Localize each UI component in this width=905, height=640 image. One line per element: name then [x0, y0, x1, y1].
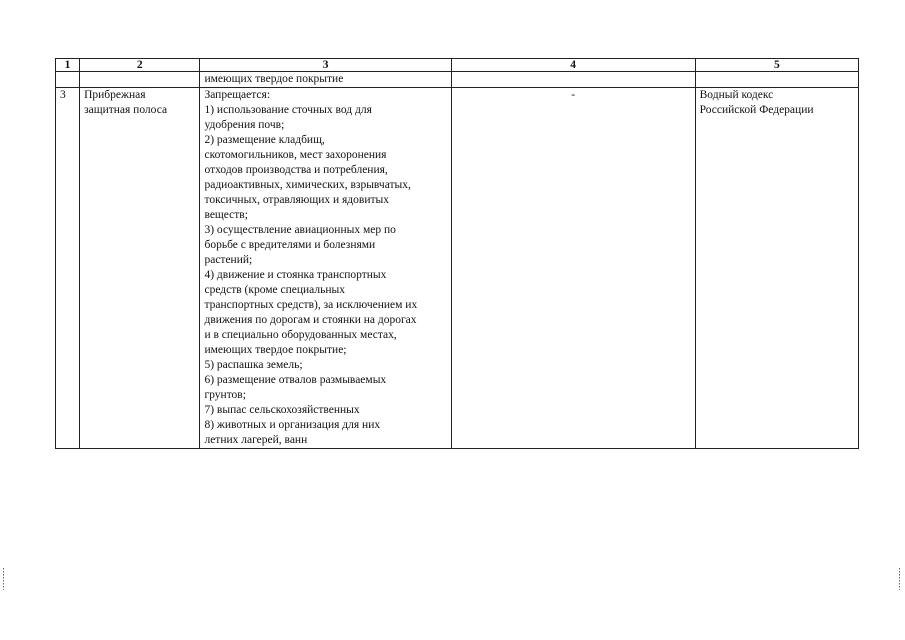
- restriction-line: летних лагерей, ванн: [204, 434, 308, 446]
- col4-cell: -: [451, 88, 695, 449]
- cont-cell-3: [200, 72, 451, 88]
- restriction-line: 2) размещение кладбищ,: [204, 134, 325, 146]
- restriction-line: растений;: [204, 254, 253, 266]
- restriction-line: 6) размещение отвалов размываемых: [204, 374, 387, 386]
- header-cell-3: 3: [200, 59, 451, 72]
- restriction-line: 7) выпас сельскохозяйственных: [204, 404, 360, 416]
- restriction-line: и в специально оборудованных местах,: [204, 329, 397, 341]
- continuation-text: имеющих твердое покрытие: [204, 73, 344, 85]
- header-row: [56, 59, 859, 72]
- restriction-line: транспортных средств), за исключением их: [204, 299, 418, 311]
- restriction-line: веществ;: [204, 209, 248, 221]
- restriction-line: радиоактивных, химических, взрывчатых,: [204, 179, 411, 191]
- continuation-row: [56, 72, 859, 88]
- source-line: Российской Федерации: [699, 104, 814, 116]
- scan-edge-mark: [3, 568, 4, 590]
- restriction-line: токсичных, отравляющих и ядовитых: [204, 194, 389, 206]
- zone-cell: [80, 88, 200, 449]
- restriction-line: 8) животных и организация для них: [204, 419, 381, 431]
- header-cell-2: 2: [80, 59, 200, 72]
- cont-cell-4: [451, 72, 695, 88]
- row-number-cell: 3: [56, 88, 80, 449]
- restriction-line: скотомогильников, мест захоронения: [204, 149, 387, 161]
- zone-line: Прибрежная: [84, 89, 146, 101]
- restriction-line: борьбе с вредителями и болезнями: [204, 239, 376, 251]
- cont-cell-5: [695, 72, 858, 88]
- restriction-line: Запрещается:: [204, 89, 271, 101]
- restriction-line: 3) осуществление авиационных мер по: [204, 224, 396, 236]
- restriction-line: отходов производства и потребления,: [204, 164, 388, 176]
- header-cell-5: 5: [695, 59, 858, 72]
- zone-line: защитная полоса: [84, 104, 168, 116]
- table-row: [56, 88, 859, 449]
- source-line: Водный кодекс: [699, 89, 774, 101]
- header-cell-1: 1: [56, 59, 80, 72]
- cont-cell-1: [56, 72, 80, 88]
- header-cell-4: 4: [451, 59, 695, 72]
- restrictions-cell: [200, 88, 451, 449]
- cont-cell-2: [80, 72, 200, 88]
- restriction-line: грунтов;: [204, 389, 246, 401]
- restriction-line: 5) распашка земель;: [204, 359, 303, 371]
- restriction-line: удобрения почв;: [204, 119, 285, 131]
- restriction-line: движения по дорогам и стоянки на дорогах: [204, 314, 417, 326]
- restriction-line: средств (кроме специальных: [204, 284, 346, 296]
- source-cell: [695, 88, 858, 449]
- scan-edge-mark: [899, 568, 900, 590]
- regulation-table: [55, 58, 859, 449]
- restriction-line: имеющих твердое покрытие;: [204, 344, 347, 356]
- restriction-line: 4) движение и стоянка транспортных: [204, 269, 387, 281]
- restriction-line: 1) использование сточных вод для: [204, 104, 372, 116]
